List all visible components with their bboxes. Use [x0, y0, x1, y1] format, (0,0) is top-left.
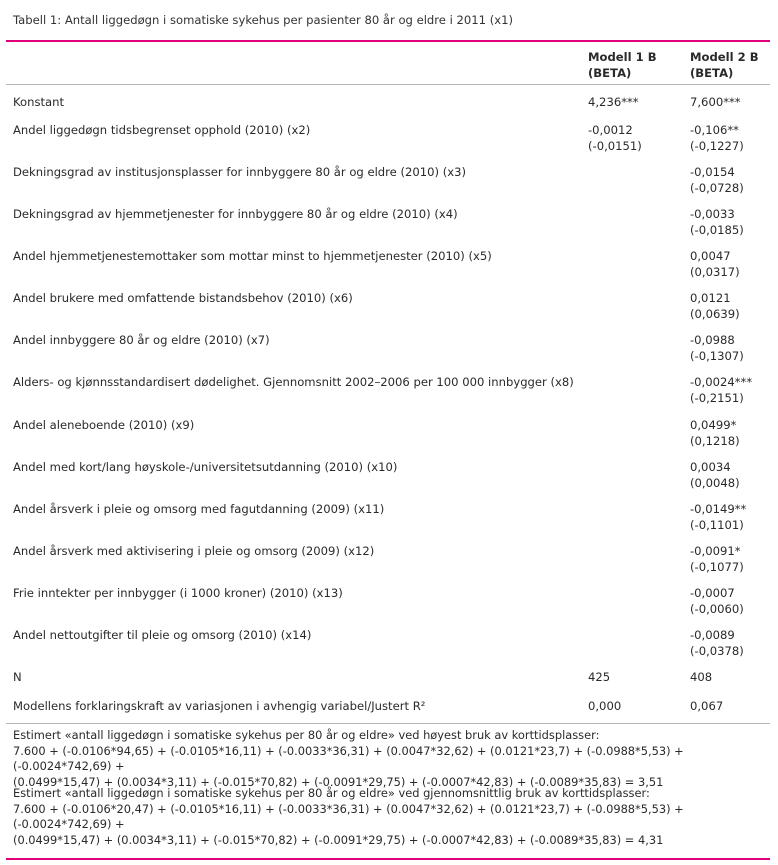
table-row	[0, 459, 778, 499]
estimate-high-formula-2: (0.0499*15,47) + (0.0034*3,11) + (-0.015*70,82) + (-0.0091*29,75) + (-0.0007*42,83) + (-0.0089*35,83) = 3,51	[13, 774, 664, 789]
cell-model-1-beta: -0,0012	[588, 123, 633, 137]
cell-model-2	[690, 122, 744, 154]
cell-model-2-beta: 0,0121	[690, 291, 731, 305]
cell-model-2-standardized: (-0,1307)	[690, 349, 744, 363]
cell-model-2-beta: 0,0047	[690, 249, 731, 263]
column-header-model-2-title: Modell 2 B	[690, 50, 759, 64]
estimate-average-title: Estimert «antall liggedøgn i somatiske sykehus per 80 år og eldre» ved gjennomsnittlig bruk av korttidsplasser:	[13, 786, 650, 800]
estimate-high	[13, 728, 769, 790]
cell-model-2	[690, 94, 741, 110]
estimates-divider	[6, 723, 770, 724]
cell-model-2	[690, 248, 740, 280]
cell-model-2-standardized: (-0,0378)	[690, 644, 744, 658]
table-row	[0, 290, 778, 330]
row-label: Alders- og kjønnsstandardisert dødelighet. Gjennomsnitt 2002–2006 per 100 000 innbygger (x8)	[13, 375, 574, 389]
table-row	[0, 501, 778, 541]
cell-model-2	[690, 332, 744, 364]
cell-model-2	[690, 206, 744, 238]
cell-model-2-beta: -0,0988	[690, 333, 735, 347]
cell-model-2-beta: 0,0034	[690, 460, 731, 474]
cell-model-2	[690, 698, 723, 714]
cell-model-2-beta: -0,0154	[690, 165, 735, 179]
cell-model-2-beta: -0,0007	[690, 586, 735, 600]
cell-model-2-beta: -0,0091*	[690, 544, 741, 558]
cell-model-2-beta: 7,600***	[690, 95, 741, 109]
row-label: Modellens forklaringskraft av variasjonen i avhengig variabel/Justert R²	[13, 699, 426, 713]
estimate-high-formula-1: 7.600 + (-0.0106*94,65) + (-0.0105*16,11) + (-0.0033*36,31) + (0.0047*32,62) + (0.0121*23,7) + (-0.0988*5,53) + (-0.0024*742,69) +	[13, 743, 684, 773]
row-label: Andel liggedøgn tidsbegrenset opphold (2010) (x2)	[13, 123, 311, 137]
row-label: Andel brukere med omfattende bistandsbehov (2010) (x6)	[13, 291, 353, 305]
row-label: Andel aleneboende (2010) (x9)	[13, 418, 195, 432]
cell-model-2	[690, 501, 746, 533]
table-row	[0, 206, 778, 246]
table-caption: Tabell 1: Antall liggedøgn i somatiske sykehus per pasienter 80 år og eldre i 2011 (x1)	[13, 13, 514, 27]
estimate-average-formula-1: 7.600 + (-0.0106*20,47) + (-0.0105*16,11) + (-0.0033*36,31) + (0.0047*32,62) + (0.0121*23,7) + (-0.0988*5,53) + (-0.0024*742,69) +	[13, 801, 684, 831]
cell-model-2-standardized: (-0,0060)	[690, 602, 744, 616]
cell-model-2-beta: -0,0149**	[690, 502, 747, 516]
cell-model-2-beta: -0,0024***	[690, 375, 753, 389]
table-row	[0, 585, 778, 625]
cell-model-2-standardized: (0,0317)	[690, 265, 740, 279]
cell-model-2-beta: 0,067	[690, 699, 724, 713]
cell-model-2-standardized: (-0,0185)	[690, 223, 744, 237]
estimate-average-formula-2: (0.0499*15,47) + (0.0034*3,11) + (-0.015*70,82) + (-0.0091*29,75) + (-0.0007*42,83) + (-0.0089*35,83) = 4,31	[13, 832, 664, 847]
cell-model-2-standardized: (-0,0728)	[690, 181, 744, 195]
cell-model-1	[588, 698, 621, 714]
cell-model-2-beta: 0,0499*	[690, 418, 737, 432]
estimate-average	[13, 786, 769, 848]
cell-model-1-beta: 4,236***	[588, 95, 639, 109]
cell-model-2	[690, 164, 744, 196]
column-header-model-2	[690, 49, 770, 81]
table-row	[0, 164, 778, 204]
row-label: Andel hjemmetjenestemottaker som mottar minst to hjemmetjenester (2010) (x5)	[13, 249, 492, 263]
cell-model-1	[588, 122, 642, 154]
cell-model-2-standardized: (-0,1227)	[690, 139, 744, 153]
table-row	[0, 627, 778, 667]
row-label: Andel innbyggere 80 år og eldre (2010) (x7)	[13, 333, 270, 347]
table-row	[0, 417, 778, 457]
cell-model-2-standardized: (-0,1077)	[690, 560, 744, 574]
cell-model-2-beta: -0,0089	[690, 628, 735, 642]
cell-model-1-standardized: (-0,0151)	[588, 139, 642, 153]
row-label: Frie inntekter per innbygger (i 1000 kroner) (2010) (x13)	[13, 586, 343, 600]
table-row	[0, 374, 778, 414]
cell-model-1	[588, 669, 610, 685]
header-divider	[6, 84, 770, 85]
row-label: Andel årsverk i pleie og omsorg med fagutdanning (2009) (x11)	[13, 502, 385, 516]
row-label: N	[13, 670, 22, 684]
cell-model-2-standardized: (0,1218)	[690, 434, 740, 448]
cell-model-2-beta: -0,0033	[690, 207, 735, 221]
table-row	[0, 248, 778, 288]
cell-model-2-beta: 408	[690, 670, 713, 684]
cell-model-2	[690, 627, 744, 659]
cell-model-2	[690, 290, 740, 322]
cell-model-2-standardized: (-0,2151)	[690, 391, 744, 405]
cell-model-2	[690, 543, 744, 575]
cell-model-2-beta: -0,106**	[690, 123, 739, 137]
cell-model-1	[588, 94, 639, 110]
cell-model-2	[690, 669, 712, 685]
row-label: Konstant	[13, 95, 65, 109]
row-label: Dekningsgrad av hjemmetjenester for innbyggere 80 år og eldre (2010) (x4)	[13, 207, 458, 221]
cell-model-1-beta: 0,000	[588, 699, 622, 713]
table-row	[0, 332, 778, 372]
cell-model-2	[690, 417, 740, 449]
bottom-accent-rule	[6, 858, 770, 860]
column-header-model-1	[588, 49, 678, 81]
cell-model-2-standardized: (0,0639)	[690, 307, 740, 321]
column-header-model-2-sub: (BETA)	[690, 66, 734, 80]
top-accent-rule	[6, 40, 770, 42]
cell-model-1-beta: 425	[588, 670, 611, 684]
column-header-model-1-sub: (BETA)	[588, 66, 632, 80]
cell-model-2	[690, 585, 744, 617]
row-label: Andel nettoutgifter til pleie og omsorg (2010) (x14)	[13, 628, 312, 642]
cell-model-2-standardized: (0,0048)	[690, 476, 740, 490]
row-label: Dekningsgrad av institusjonsplasser for innbyggere 80 år og eldre (2010) (x3)	[13, 165, 467, 179]
column-header-model-1-title: Modell 1 B	[588, 50, 657, 64]
row-label: Andel årsverk med aktivisering i pleie og omsorg (2009) (x12)	[13, 544, 375, 558]
estimate-high-title: Estimert «antall liggedøgn i somatiske sykehus per 80 år og eldre» ved høyest bruk av korttidsplasser:	[13, 728, 600, 742]
cell-model-2-standardized: (-0,1101)	[690, 518, 744, 532]
cell-model-2	[690, 374, 752, 406]
table-row	[0, 122, 778, 162]
row-label: Andel med kort/lang høyskole-/universitetsutdanning (2010) (x10)	[13, 460, 398, 474]
table-row	[0, 543, 778, 583]
cell-model-2	[690, 459, 740, 491]
